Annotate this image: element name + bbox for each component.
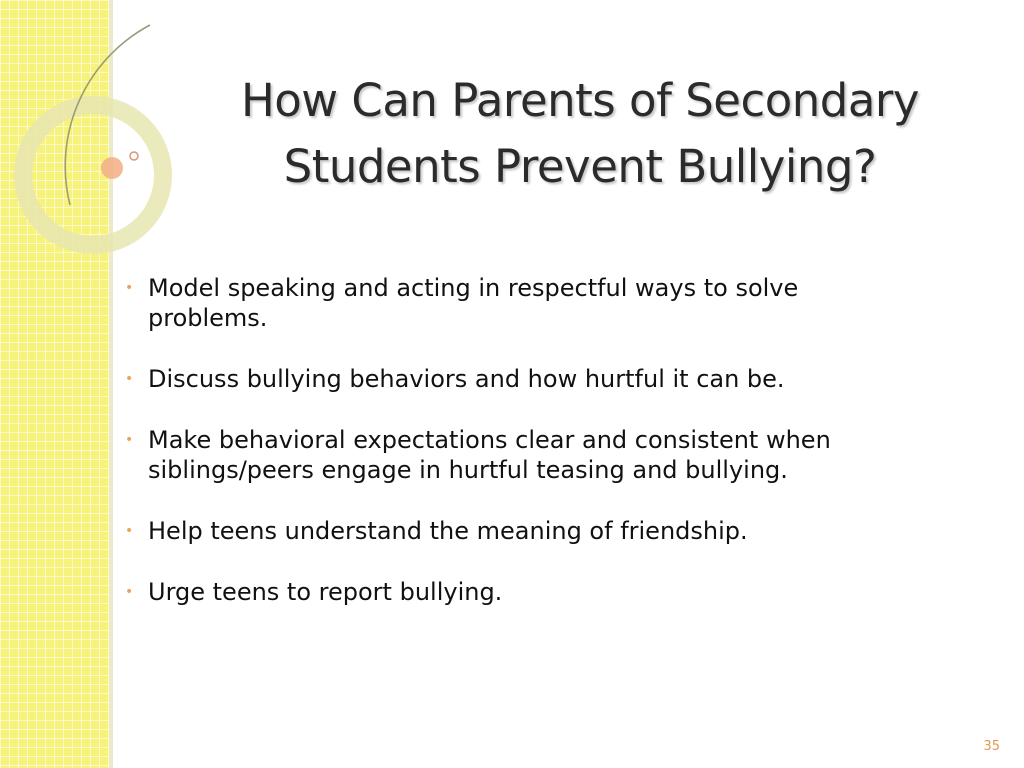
page-number: 35: [983, 739, 1000, 754]
bullet-dot-icon: •: [125, 584, 134, 600]
bullet-item-model-speaking: [120, 273, 860, 333]
bullet-item-friendship: [120, 516, 860, 546]
bullet-dot-icon: •: [125, 371, 134, 387]
slide-title: [180, 68, 980, 200]
bullet-text-line: Model speaking and acting in respectful ways to solve: [148, 274, 799, 302]
bullet-item-behavioral-expectations: [120, 425, 860, 485]
bullet-item-report-bullying: [120, 577, 860, 607]
bullet-text-line: Help teens understand the meaning of friendship.: [148, 517, 748, 545]
bullet-text-line: siblings/peers engage in hurtful teasing and bullying.: [148, 456, 788, 484]
bullet-text-line: Urge teens to report bullying.: [148, 578, 503, 606]
bullet-text-line: Discuss bullying behaviors and how hurtful it can be.: [148, 365, 785, 393]
large-ring: [23, 105, 163, 245]
accent-dot-large: [101, 157, 123, 179]
bullet-item-discuss-bullying: [120, 364, 860, 394]
bullet-list: [120, 273, 860, 638]
title-line-1: How Can Parents of Secondary: [240, 74, 920, 127]
title-line-2: Students Prevent Bullying?: [283, 140, 877, 193]
accent-dot-small: [130, 152, 138, 160]
bullet-text-line: Make behavioral expectations clear and consistent when: [148, 426, 831, 454]
bullet-dot-icon: •: [125, 432, 134, 448]
bullet-text-line: problems.: [148, 304, 268, 332]
bullet-dot-icon: •: [125, 523, 134, 539]
bullet-dot-icon: •: [125, 280, 134, 296]
